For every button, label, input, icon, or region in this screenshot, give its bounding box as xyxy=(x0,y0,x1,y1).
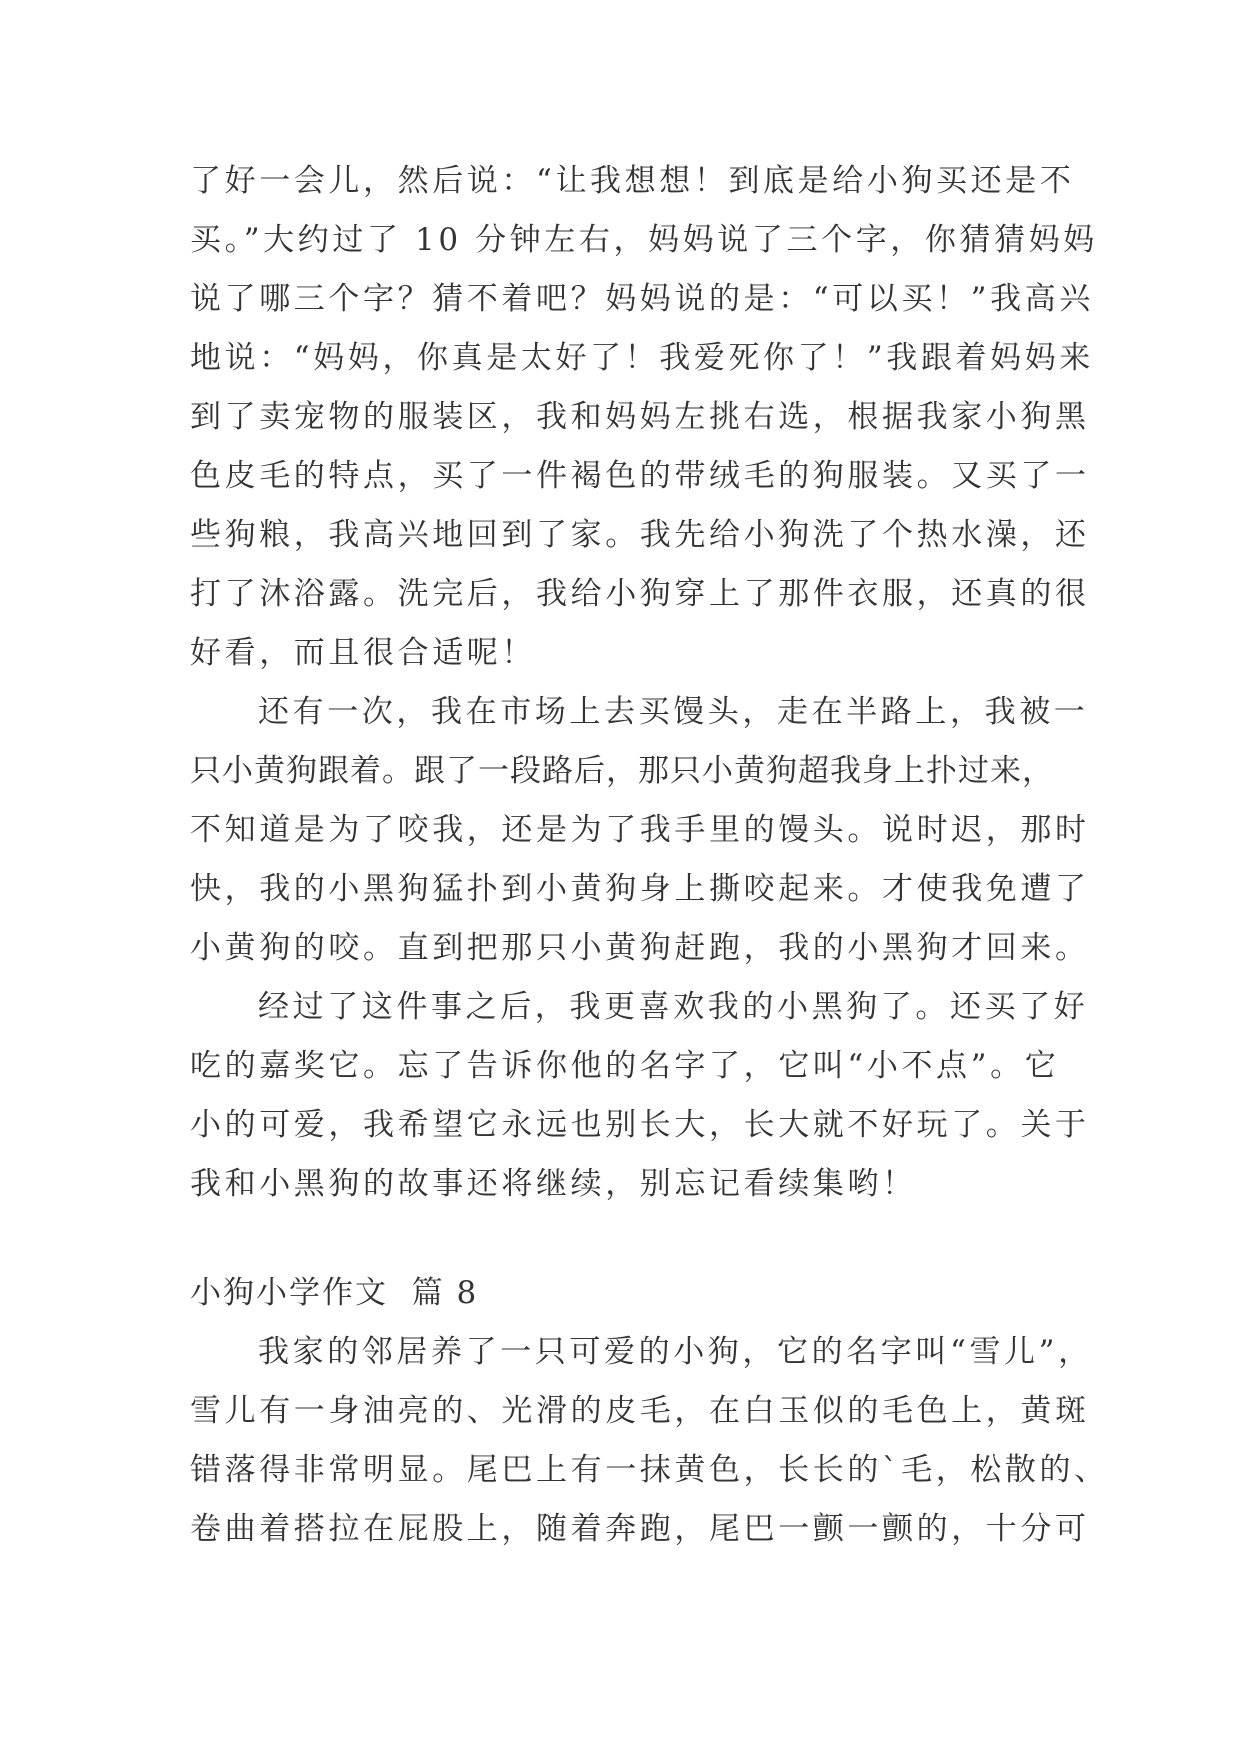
text-line: 色皮毛的特点，买了一件褐色的带绒毛的狗服装。又买了一 xyxy=(190,458,1090,494)
text-line: 错落得非常明显。尾巴上有一抹黄色，长长的`毛，松散的、 xyxy=(190,1452,1109,1488)
text-line: 吃的嘉奖它。忘了告诉你他的名字了，它叫“小不点”。它 xyxy=(190,1048,1060,1084)
text-line: 些狗粮，我高兴地回到了家。我先给小狗洗了个热水澡，还 xyxy=(190,517,1090,553)
text-line: 只小黄狗跟着。跟了一段路后，那只小黄狗超我身上扑过来， xyxy=(190,753,1054,789)
paragraph-4 xyxy=(190,1323,1109,1559)
text-line: 到了卖宠物的服装区，我和妈妈左挑右选，根据我家小狗黑 xyxy=(190,399,1090,435)
text-line: 买。”大约过了 10 分钟左右，妈妈说了三个字，你猜猜妈妈 xyxy=(190,222,1098,258)
text-line: 快，我的小黑狗猛扑到小黄狗身上撕咬起来。才使我免遭了 xyxy=(190,871,1090,907)
document-body xyxy=(190,152,1109,1559)
text-line: 雪儿有一身油亮的、光滑的皮毛，在白玉似的毛色上，黄斑 xyxy=(190,1393,1090,1429)
text-line: 还有一次，我在市场上去买馒头，走在半路上，我被一 xyxy=(258,694,1089,730)
paragraph-3 xyxy=(190,978,1090,1214)
text-line: 不知道是为了咬我，还是为了我手里的馒头。说时迟，那时 xyxy=(190,812,1090,848)
paragraph-2 xyxy=(190,683,1090,978)
section-heading: 小狗小学作文 篇 8 xyxy=(190,1275,479,1311)
text-line: 地说：“妈妈，你真是太好了！我爱死你了！”我跟着妈妈来 xyxy=(190,340,1094,376)
paragraph-1 xyxy=(190,152,1098,683)
text-line: 说了哪三个字？猜不着吧？妈妈说的是：“可以买！”我高兴 xyxy=(190,281,1094,317)
text-line: 经过了这件事之后，我更喜欢我的小黑狗了。还买了好 xyxy=(258,989,1089,1025)
text-line: 小黄狗的咬。直到把那只小黄狗赶跑，我的小黑狗才回来。 xyxy=(190,930,1090,966)
text-line: 卷曲着搭拉在屁股上，随着奔跑，尾巴一颤一颤的，十分可 xyxy=(190,1511,1090,1547)
text-line: 小的可爱，我希望它永远也别长大，长大就不好玩了。关于 xyxy=(190,1107,1090,1143)
text-line: 了好一会儿，然后说：“让我想想！到底是给小狗买还是不 xyxy=(190,163,1075,199)
text-line: 我家的邻居养了一只可爱的小狗，它的名字叫“雪儿”， xyxy=(258,1334,1093,1370)
text-line: 我和小黑狗的故事还将继续，别忘记看续集哟！ xyxy=(190,1166,917,1202)
text-line: 打了沐浴露。洗完后，我给小狗穿上了那件衣服，还真的很 xyxy=(190,576,1090,612)
text-line: 好看，而且很合适呢！ xyxy=(190,635,536,671)
